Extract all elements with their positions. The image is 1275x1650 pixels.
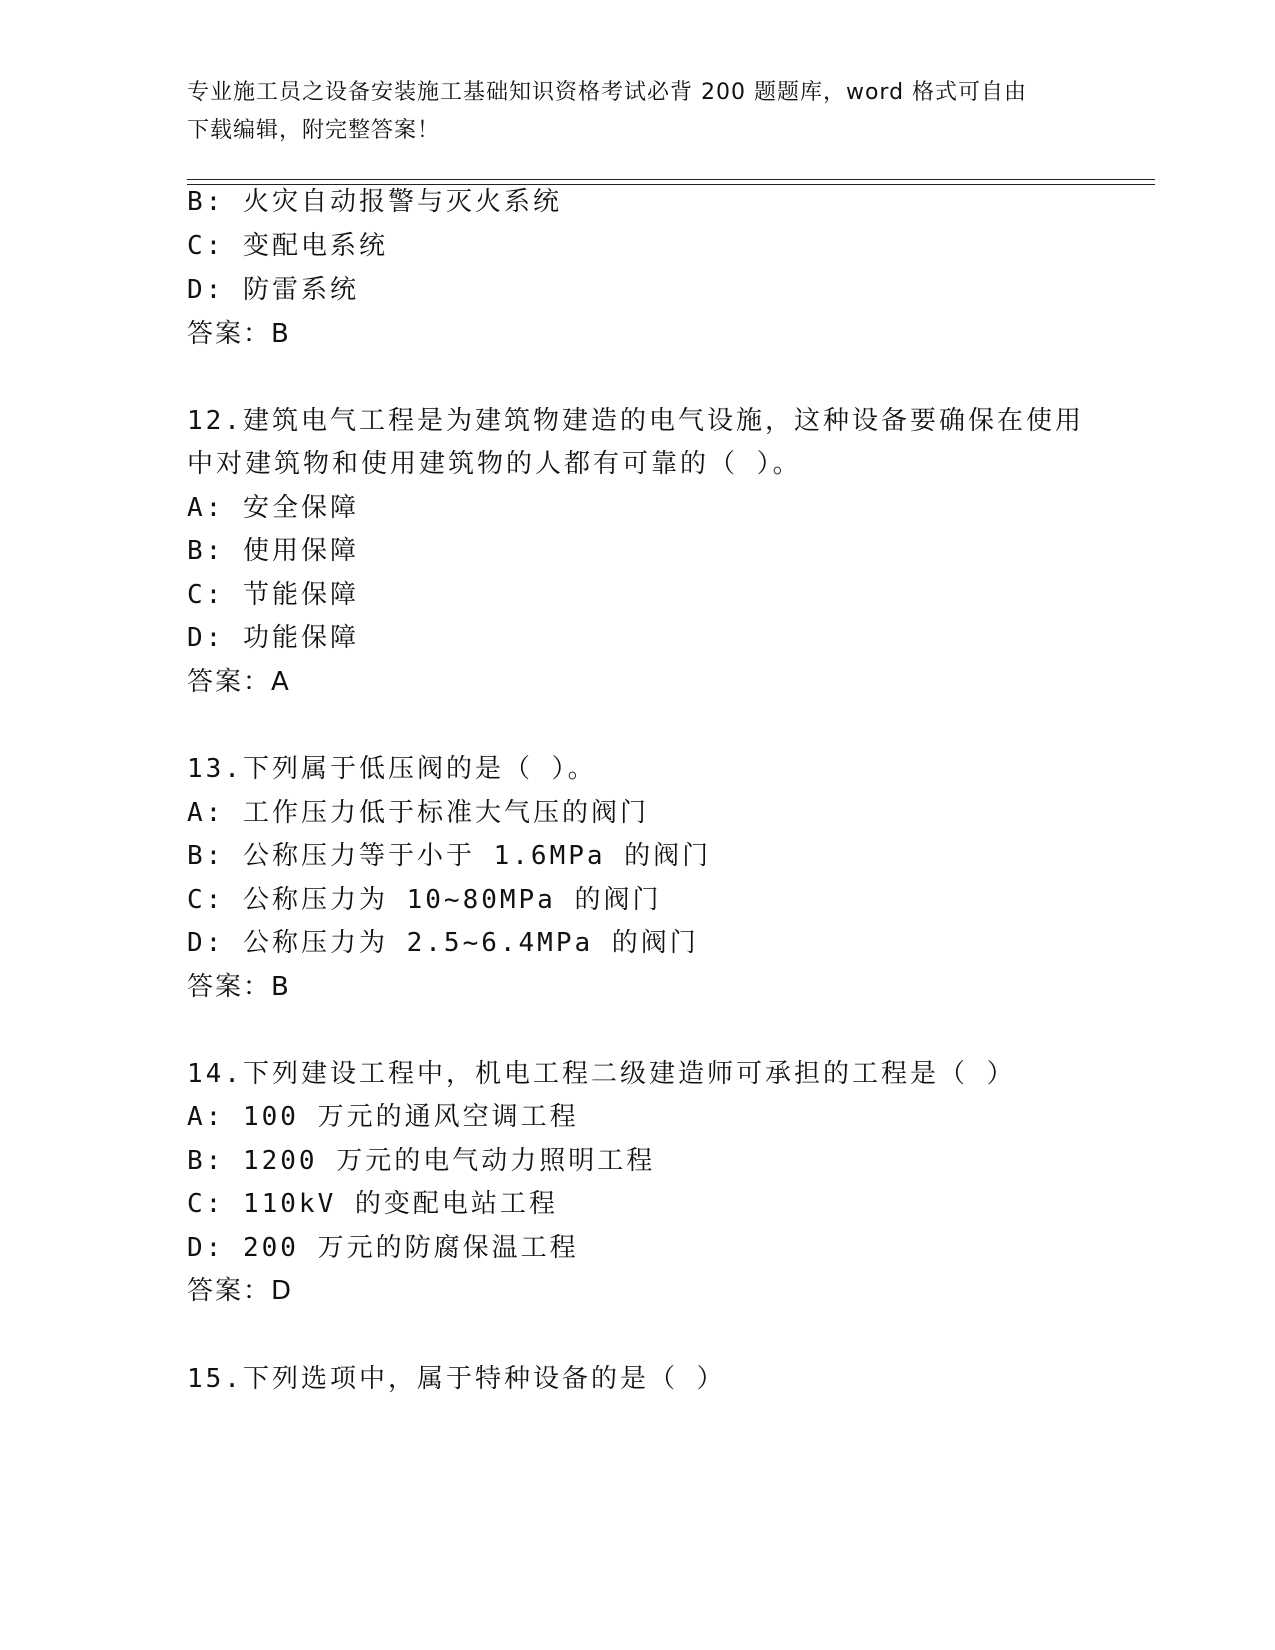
q13-answer: 答案：B [187, 972, 291, 1002]
q11-option-d: D: 防雷系统 [187, 275, 359, 305]
q14-option-d: D: 200 万元的防腐保温工程 [187, 1233, 579, 1263]
q12-stem-line-1: 12.建筑电气工程是为建筑物建造的电气设施，这种设备要确保在使用 [187, 406, 1084, 436]
q12-option-c: C: 节能保障 [187, 580, 359, 610]
q12-option-d: D: 功能保障 [187, 623, 359, 653]
q15-stem: 15.下列选项中，属于特种设备的是（ ） [187, 1364, 726, 1394]
q13-stem: 13.下列属于低压阀的是（ ）。 [187, 754, 597, 784]
q13-option-b: B: 公称压力等于小于 1.6MPa 的阀门 [187, 841, 712, 871]
q14-stem: 14.下列建设工程中，机电工程二级建造师可承担的工程是（ ） [187, 1059, 1016, 1089]
document-header [187, 74, 1067, 150]
q12-option-a: A: 安全保障 [187, 493, 359, 523]
q11-option-b: B: 火灾自动报警与灭火系统 [187, 187, 562, 217]
q11-option-c: C: 变配电系统 [187, 231, 388, 261]
q14-answer: 答案：D [187, 1276, 294, 1306]
header-divider-bottom [187, 184, 1155, 185]
header-line-1: 专业施工员之设备安装施工基础知识资格考试必背 200 题题库，word 格式可自由 [187, 80, 1028, 105]
q14-option-a: A: 100 万元的通风空调工程 [187, 1102, 579, 1132]
q13-option-d: D: 公称压力为 2.5~6.4MPa 的阀门 [187, 928, 699, 958]
q12-answer: 答案：A [187, 667, 291, 697]
header-divider-top [187, 179, 1155, 180]
q12-option-b: B: 使用保障 [187, 536, 359, 566]
q14-option-c: C: 110kV 的变配电站工程 [187, 1189, 558, 1219]
q13-option-a: A: 工作压力低于标准大气压的阀门 [187, 798, 649, 828]
header-line-2: 下载编辑，附完整答案！ [187, 118, 441, 143]
q11-answer: 答案：B [187, 319, 291, 349]
q12-stem-line-2: 中对建筑物和使用建筑物的人都有可靠的（ ）。 [187, 449, 802, 479]
q14-option-b: B: 1200 万元的电气动力照明工程 [187, 1146, 656, 1176]
q13-option-c: C: 公称压力为 10~80MPa 的阀门 [187, 885, 662, 915]
